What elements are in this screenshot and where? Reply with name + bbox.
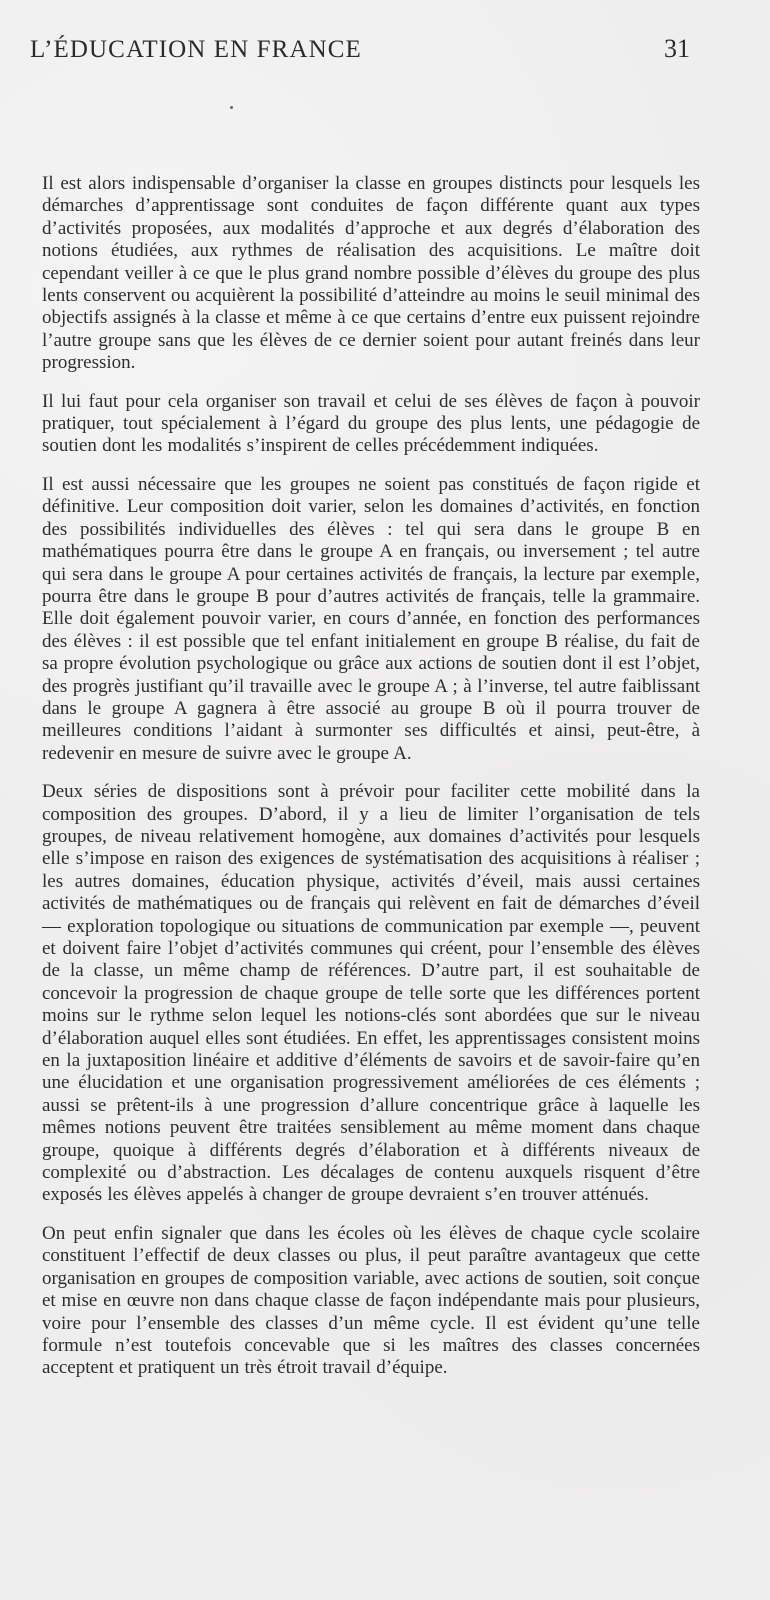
paragraph: Il est aussi nécessaire que les groupes ne soient pas constitués de façon rigide et définitive. Leur composition doit varier, selon les domaines d’activités, en fonction des possibilités individuelles des élèves : tel qui sera dans le groupe B en mathématiques pourra être dans le groupe A en français, ou inversement ; tel autre qui sera dans le groupe A pour certaines activités de français, la lecture par exemple, pourra être dans le groupe B pour d’autres activités de français, telle la grammaire. Elle doit également pouvoir varier, en cours d’année, en fonction des performances des élèves : il est possible que tel enfant initialement en groupe B réalise, du fait de sa propre évolution psychologique ou grâce aux actions de soutien dont il est l’objet, des progrès justifiant qu’il travaille avec le groupe A ; à l’inverse, tel autre faiblissant dans le groupe A gagnera à être associé au groupe B où il pourra trouver de meilleures conditions l’aidant à surmonter ses difficultés et ainsi, peut-être, à redevenir en mesure de suivre avec le groupe A.	[42, 473, 700, 764]
scan-speck	[230, 106, 233, 109]
paragraph: On peut enfin signaler que dans les écoles où les élèves de chaque cycle scolaire constituent l’effectif de deux classes ou plus, il peut paraître avantageux que cette organisation en groupes de composition variable, avec actions de soutien, soit conçue et mise en œuvre non dans chaque classe de façon indépendante mais pour plusieurs, voire pour l’ensemble des classes d’un même cycle. Il est évident qu’une telle formule n’est toutefois concevable que si les maîtres des classes concernées acceptent et pratiquent un très étroit travail d’équipe.	[42, 1222, 700, 1379]
paragraph: Deux séries de dispositions sont à prévoir pour faciliter cette mobilité dans la composition des groupes. D’abord, il y a lieu de limiter l’organisation de tels groupes, de niveau relativement homogène, aux domaines d’activités pour lesquels elle s’impose en raison des exigences de systématisation des acquisitions à réaliser ; les autres domaines, éducation physique, activités d’éveil, mais aussi certaines activités de mathématiques ou de français qui relèvent en fait de démarches d’éveil — exploration topologique ou situations de communication par exemple —, peuvent et doivent faire l’objet d’activités communes qui créent, pour l’ensemble des élèves de la classe, un même champ de références. D’autre part, il est souhaitable de concevoir la progression de chaque groupe de telle sorte que les différences portent moins sur le rythme selon lequel les notions-clés sont abordées que sur le niveau d’élaboration auquel elles sont étudiées. En effet, les apprentissages consistent moins en la juxtaposition linéaire et additive d’éléments de savoirs et de savoir-faire qu’en une élucidation et une organisation progressivement améliorées de ces éléments ; aussi se prêtent-ils à une progression d’allure concentrique grâce à laquelle les mêmes notions peuvent être traitées sensiblement au même moment dans chaque groupe, quoique à différents degrés d’élaboration et à différents niveaux de complexité ou d’abstraction. Les décalages de contenu auxquels risquent d’être exposés les élèves appelés à changer de groupe devraient s’en trouver atténués.	[42, 781, 700, 1206]
running-title: L’ÉDUCATION EN FRANCE	[30, 36, 362, 63]
paragraph: Il est alors indispensable d’organiser la classe en groupes distincts pour lesquels les démarches d’apprentissage sont conduites de façon différente quant aux types d’activités proposées, aux modalités d’approche et aux degrés d’élaboration des notions étudiées, aux rythmes de réalisation des acquisitions. Le maître doit cependant veiller à ce que le plus grand nombre possible d’élèves du groupe des plus lents conservent ou acquièrent la possibilité d’atteindre au moins le seuil minimal des objectifs assignés à la classe et même à ce que certains d’entre eux puissent rejoindre l’autre groupe sans que les élèves de ce dernier soient pour autant freinés dans leur progression.	[42, 173, 700, 374]
page-header	[30, 34, 690, 70]
page-number: 31	[664, 34, 690, 63]
paragraph: Il lui faut pour cela organiser son travail et celui de ses élèves de façon à pouvoir pratiquer, tout spécialement à l’égard du groupe des plus lents, une pédagogie de soutien dont les modalités s’inspirent de celles précédemment indiquées.	[42, 390, 700, 457]
body-text	[42, 173, 700, 1380]
